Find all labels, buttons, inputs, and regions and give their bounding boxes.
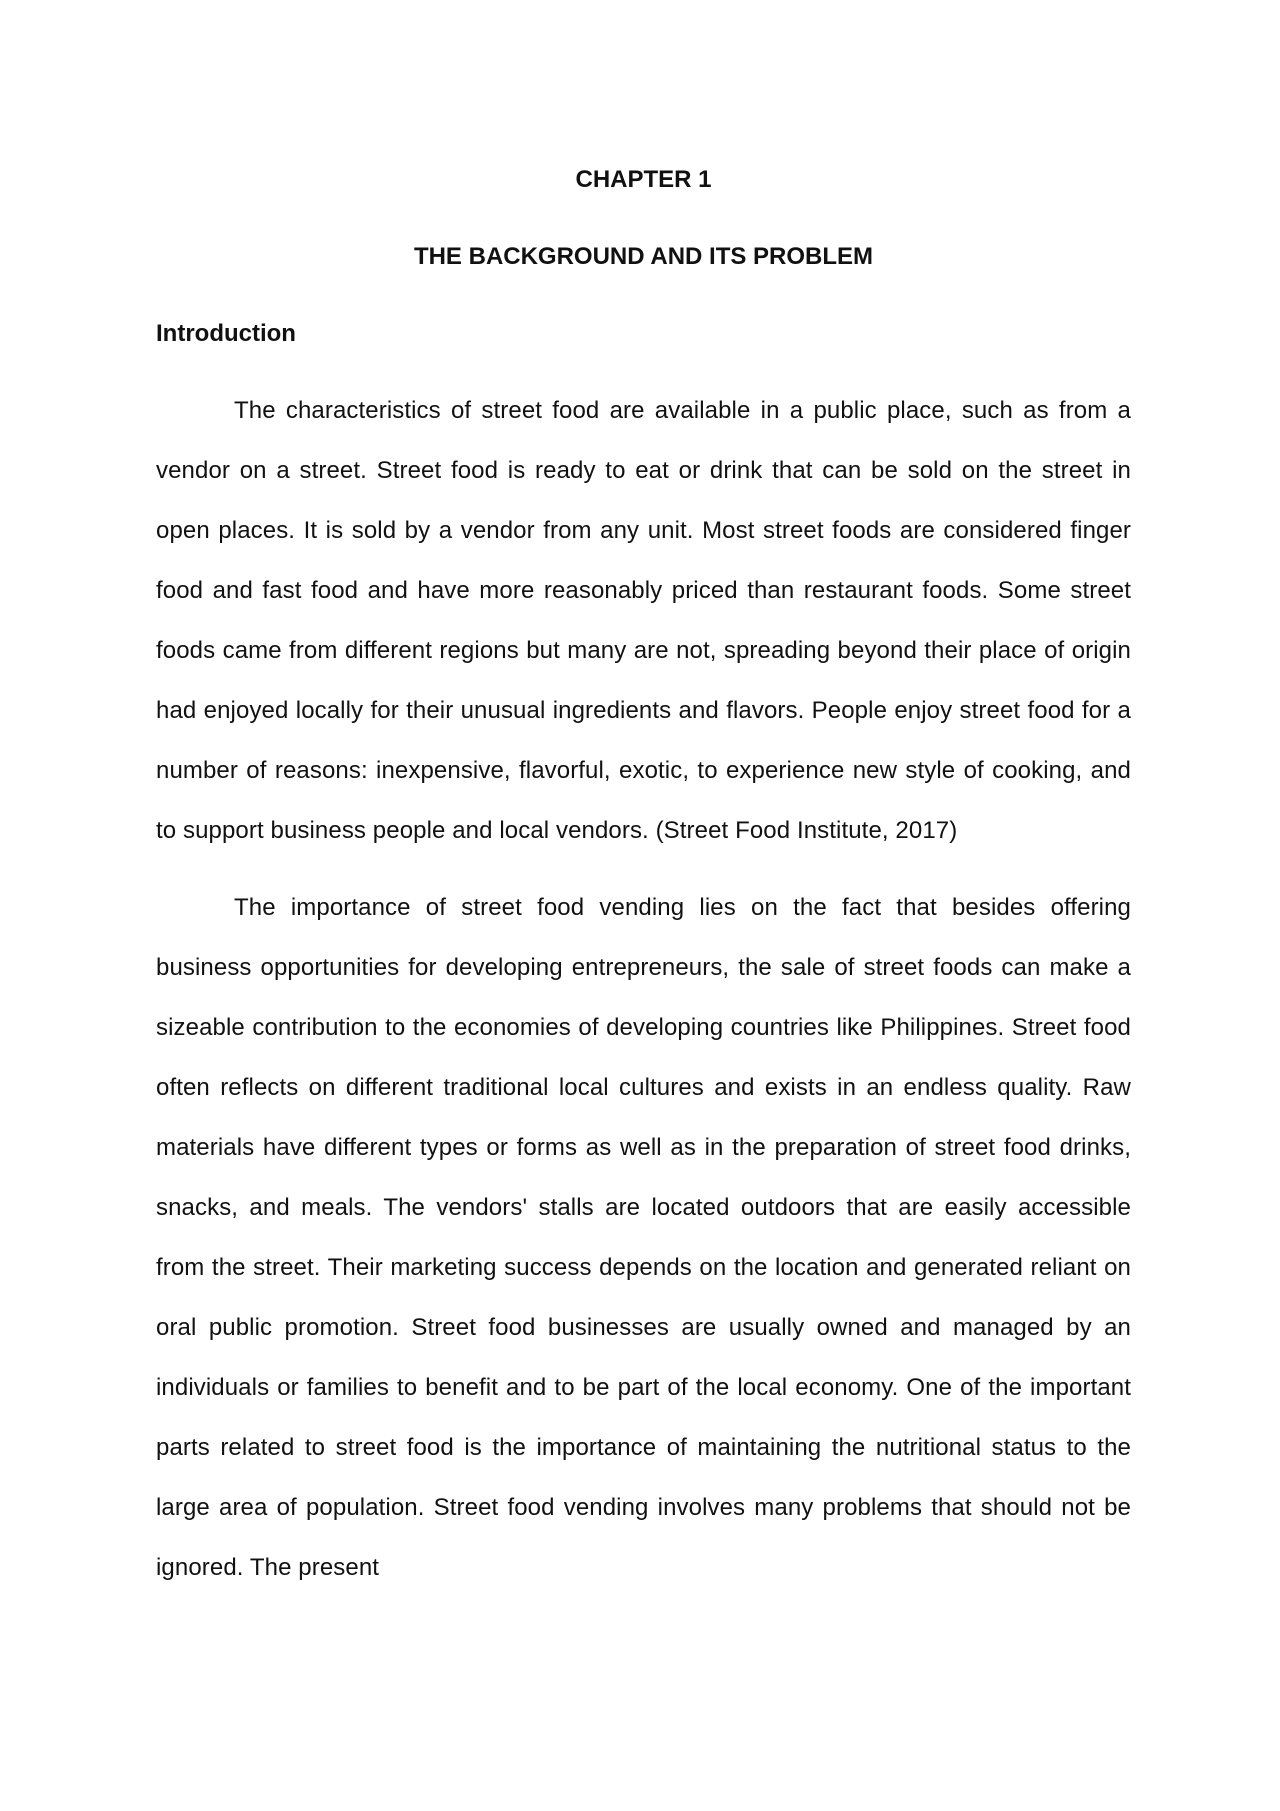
section-heading: Introduction bbox=[156, 320, 296, 347]
paragraph-1: The characteristics of street food are available in a public place, such as from a vendor on a street. Street food is ready to eat or drink that can be sold on the street in open places. It is sold by a vendor from any unit. Most street foods are considered finger food and fast food and have more reasonably priced than restaurant foods. Some street foods came from different regions but many are not, spreading beyond their place of origin had enjoyed locally for their unusual ingredients and flavors. People enjoy street food for a number of reasons: inexpensive, flavorful, exotic, to experience new style of cooking, and to support business people and local vendors. (Street Food Institute, 2017) bbox=[156, 397, 1131, 844]
chapter-title: THE BACKGROUND AND ITS PROBLEM bbox=[413, 243, 874, 270]
page-content bbox=[156, 150, 1131, 1598]
chapter-heading: CHAPTER 1 bbox=[575, 166, 712, 193]
paragraph-2: The importance of street food vending lies on the fact that besides offering business opportunities for developing entrepreneurs, the sale of street foods can make a sizeable contribution to the economies of developing countries like Philippines. Street food often reflects on different traditional local cultures and exists in an endless quality. Raw materials have different types or forms as well as in the preparation of street food drinks, snacks, and meals. The vendors' stalls are located outdoors that are easily accessible from the street. Their marketing success depends on the location and generated reliant on oral public promotion. Street food businesses are usually owned and managed by an individuals or families to benefit and to be part of the local economy. One of the important parts related to street food is the importance of maintaining the nutritional status to the large area of population. Street food vending involves many problems that should not be ignored. The present bbox=[156, 894, 1131, 1581]
